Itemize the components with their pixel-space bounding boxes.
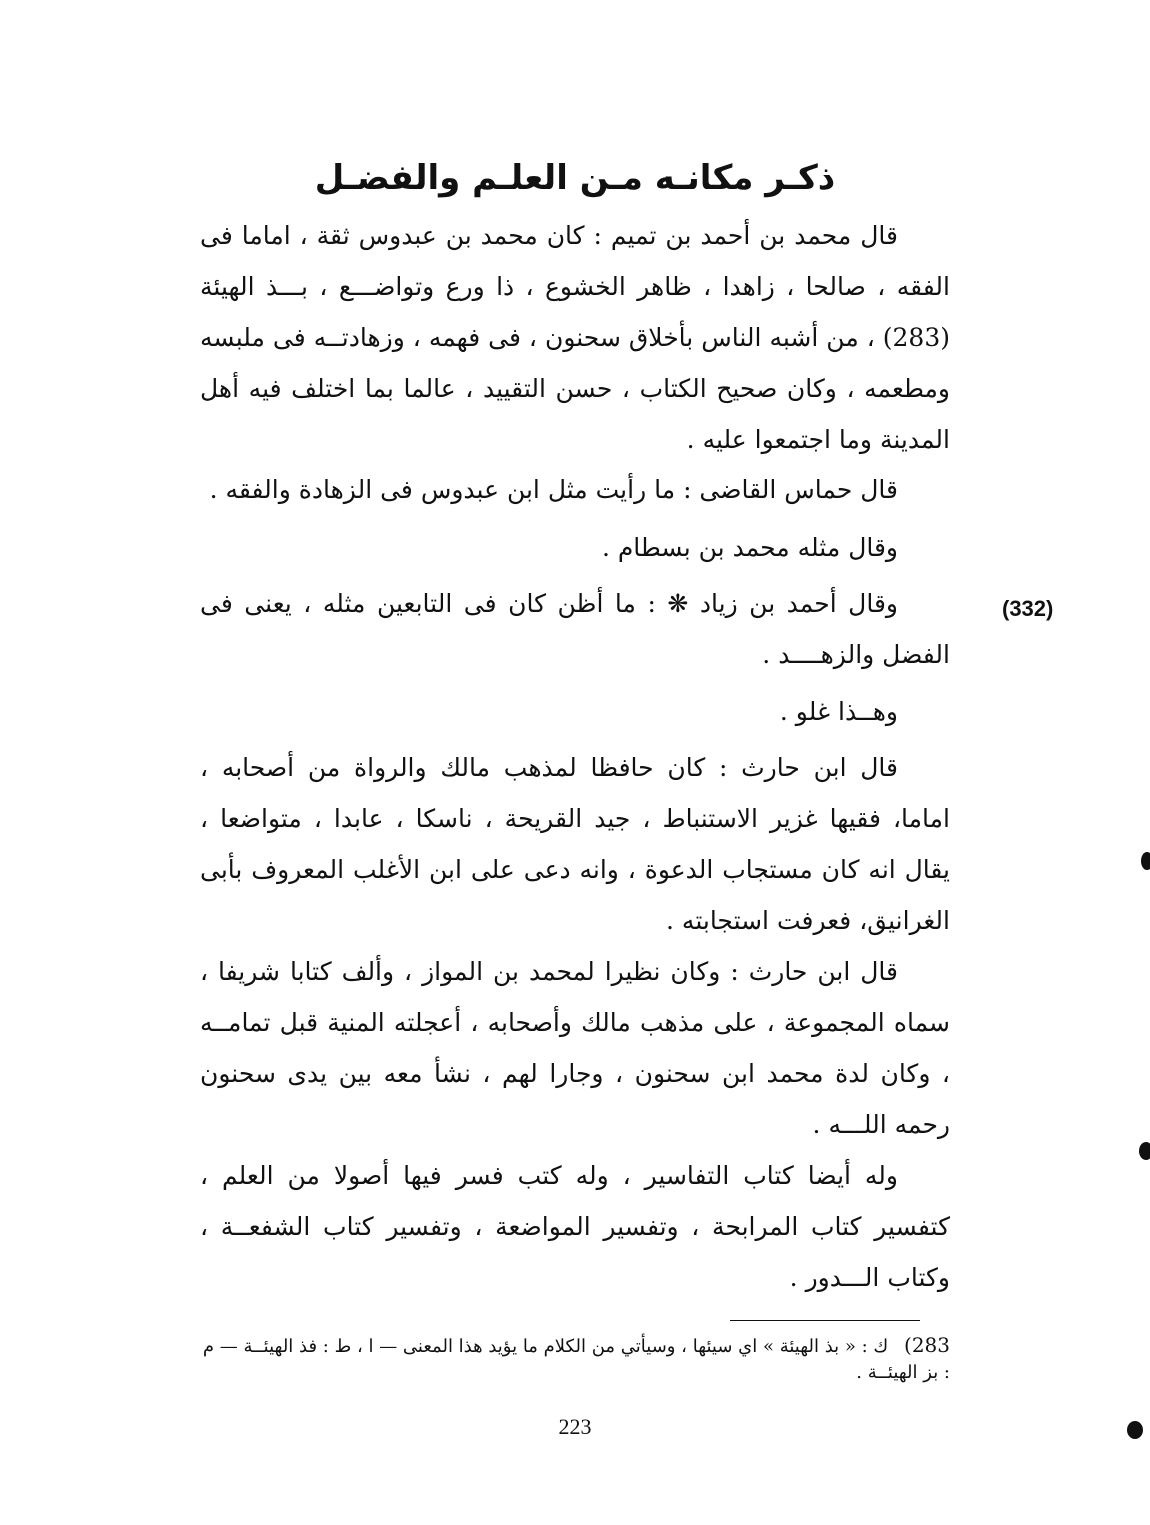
paragraph-ibn-tamim: قال محمد بن أحمد بن تميم : كان محمد بن عبدوس ثقة ، اماما فى الفقه ، صالحا ، زاهدا ، ظاهر الخشوع ، ذا ورع وتواضـــع ، بـــذ الهيئة (283) ، من أشبه الناس بأخلاق سحنون ، فى فهمه ، وزهادتــه فى ملبسه ومطعمه ، وكان صحيح الكتاب ، حسن التقييد ، عالما بما اختلف فيه أهل المدينة وما اجتمعوا عليه . [200, 221, 950, 454]
paragraph-ghulu: وهــذا غلو . [779, 697, 898, 726]
paragraph-tafasir: وله أيضا كتاب التفاسير ، وله كتب فسر فيها أصولا من العلم ، كتفسير كتاب المرابحة ، وتفسير المواضعة ، وتفسير كتاب الشفعــة ، وكتاب الـــدور . [200, 1161, 950, 1292]
footnote-number: 283) [904, 1333, 950, 1357]
footnote-divider [730, 1320, 920, 1321]
paragraph-hammas: قال حماس القاضى : ما رأيت مثل ابن عبدوس فى الزهادة والفقه . [209, 475, 898, 504]
footnote [200, 1332, 950, 1386]
margin-number: (332) [1002, 596, 1054, 621]
punch-hole-mark [1141, 852, 1150, 870]
paragraph-ibn-harith-1: قال ابن حارث : كان حافظا لمذهب مالك والرواة من أصحابه ، اماما، فقيها غزير الاستنباط ، جيد القريحة ، ناسكا ، عابدا ، متواضعا ، يقال انه كان مستجاب الدعوة ، وانه دعى على ابن الأغلب المعروف بأبى الغرانيق، فعرفت استجابته . [200, 753, 950, 935]
page-number: 223 [558, 1414, 592, 1439]
page-title: ذكـر مكانـه مـن العلـم والفضـل [314, 158, 836, 198]
paragraph-ibn-ziyad: وقال أحمد بن زياد ❋ : ما أظن كان فى التابعين مثله ، يعنى فى الفضل والزهــــد . [200, 589, 950, 669]
paragraph-ibn-harith-2: قال ابن حارث : وكان نظيرا لمحمد بن المواز ، وألف كتابا شريفا ، سماه المجموعة ، على مذهب مالك وأصحابه ، أعجلته المنية قبل تمامــه ، وكان لدة محمد ابن سحنون ، وجارا لهم ، نشأ معه بين يدى سحنون رحمه اللـــه . [200, 957, 950, 1139]
punch-hole-mark [1127, 1421, 1143, 1439]
footnote-text: ك : « بذ الهيئة » اي سيئها ، وسيأتي من الكلام ما يؤيد هذا المعنى — ا ، ط : فذ الهيئــة — م : بز الهيئــة . [202, 1336, 950, 1383]
punch-hole-mark [1139, 1142, 1150, 1160]
paragraph-ibn-bistam: وقال مثله محمد بن بسطام . [601, 533, 898, 562]
